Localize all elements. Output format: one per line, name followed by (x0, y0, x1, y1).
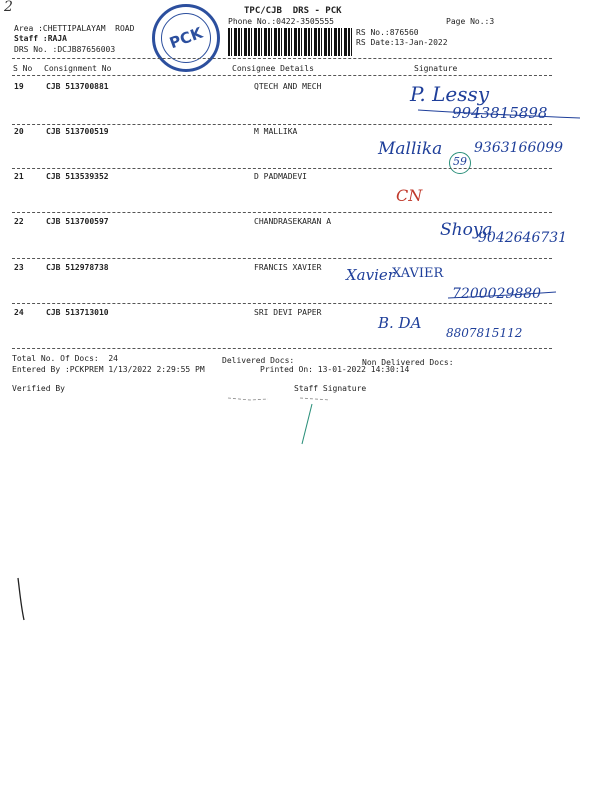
total-docs: Total No. Of Docs: 24 (12, 354, 118, 363)
row-circle-mark: 59 (449, 152, 471, 174)
drs-number: DRS No. :DCJB87656003 (14, 45, 116, 54)
row-consignment: CJB 513700597 (46, 217, 109, 226)
phone-number: Phone No.:0422-3505555 (228, 17, 334, 26)
row-signature: B. DA (378, 314, 422, 332)
row-phone: 9042646731 (478, 230, 568, 246)
row-signature: P. Lessy (410, 82, 490, 106)
row-consignee: SRI DEVI PAPER (254, 308, 322, 317)
row-signature: Mallika (378, 139, 443, 159)
delivered-docs: Delivered Docs: (222, 356, 295, 365)
staff-signature-label: Staff Signature (294, 384, 367, 393)
row-consignment: CJB 513713010 (46, 308, 109, 317)
row-consignment: CJB 512978738 (46, 263, 109, 272)
row-signature: CN (396, 186, 423, 205)
col-sno: S No (13, 64, 33, 73)
row-consignee: FRANCIS XAVIER (254, 263, 322, 272)
col-consignee: Consignee Details (232, 64, 314, 73)
row-consignee: D PADMADEVI (254, 172, 307, 181)
row-sno: 19 (14, 82, 24, 91)
row-signature: Shoya (440, 220, 493, 240)
row-consignee: M MALLIKA (254, 127, 298, 136)
document-title: TPC/CJB DRS - PCK (244, 6, 342, 16)
row-phone: 9943815898 (452, 104, 548, 122)
staff-field: Staff :RAJA (14, 34, 67, 43)
row-consignee: QTECH AND MECH (254, 82, 322, 91)
stamp-text: PCK (167, 23, 205, 53)
row-sno: 20 (14, 127, 24, 136)
row-signature-name: XAVIER (392, 266, 444, 281)
page-number: Page No.:3 (446, 17, 495, 26)
row-sno: 24 (14, 308, 24, 317)
rs-number: RS No.:876560 (356, 28, 419, 37)
row-sno: 23 (14, 263, 24, 272)
row-phone: 9363166099 (474, 140, 564, 156)
row-consignment: CJB 513700881 (46, 82, 109, 91)
col-consignment: Consignment No (44, 64, 112, 73)
row-phone: 8807815112 (446, 326, 523, 340)
verified-by: Verified By (12, 384, 65, 393)
row-consignment: CJB 513539352 (46, 172, 109, 181)
printed-on: Printed On: 13-01-2022 14:30:14 (260, 365, 410, 374)
row-consignment: CJB 513700519 (46, 127, 109, 136)
row-sno: 22 (14, 217, 24, 226)
row-phone: 7200029880 (452, 286, 542, 302)
row-sno: 21 (14, 172, 24, 181)
row-consignee: CHANDRASEKARAN A (254, 217, 332, 226)
non-delivered-docs: Non Delivered Docs: (362, 358, 454, 367)
area-field: Area :CHETTIPALAYAM ROAD (14, 24, 135, 33)
entered-by: Entered By :PCKPREM 1/13/2022 2:29:55 PM (12, 365, 205, 374)
rs-date: RS Date:13-Jan-2022 (356, 38, 448, 47)
col-signature: Signature (414, 64, 458, 73)
margin-mark: 2 (4, 0, 13, 15)
row-signature: Xavier (346, 266, 395, 284)
